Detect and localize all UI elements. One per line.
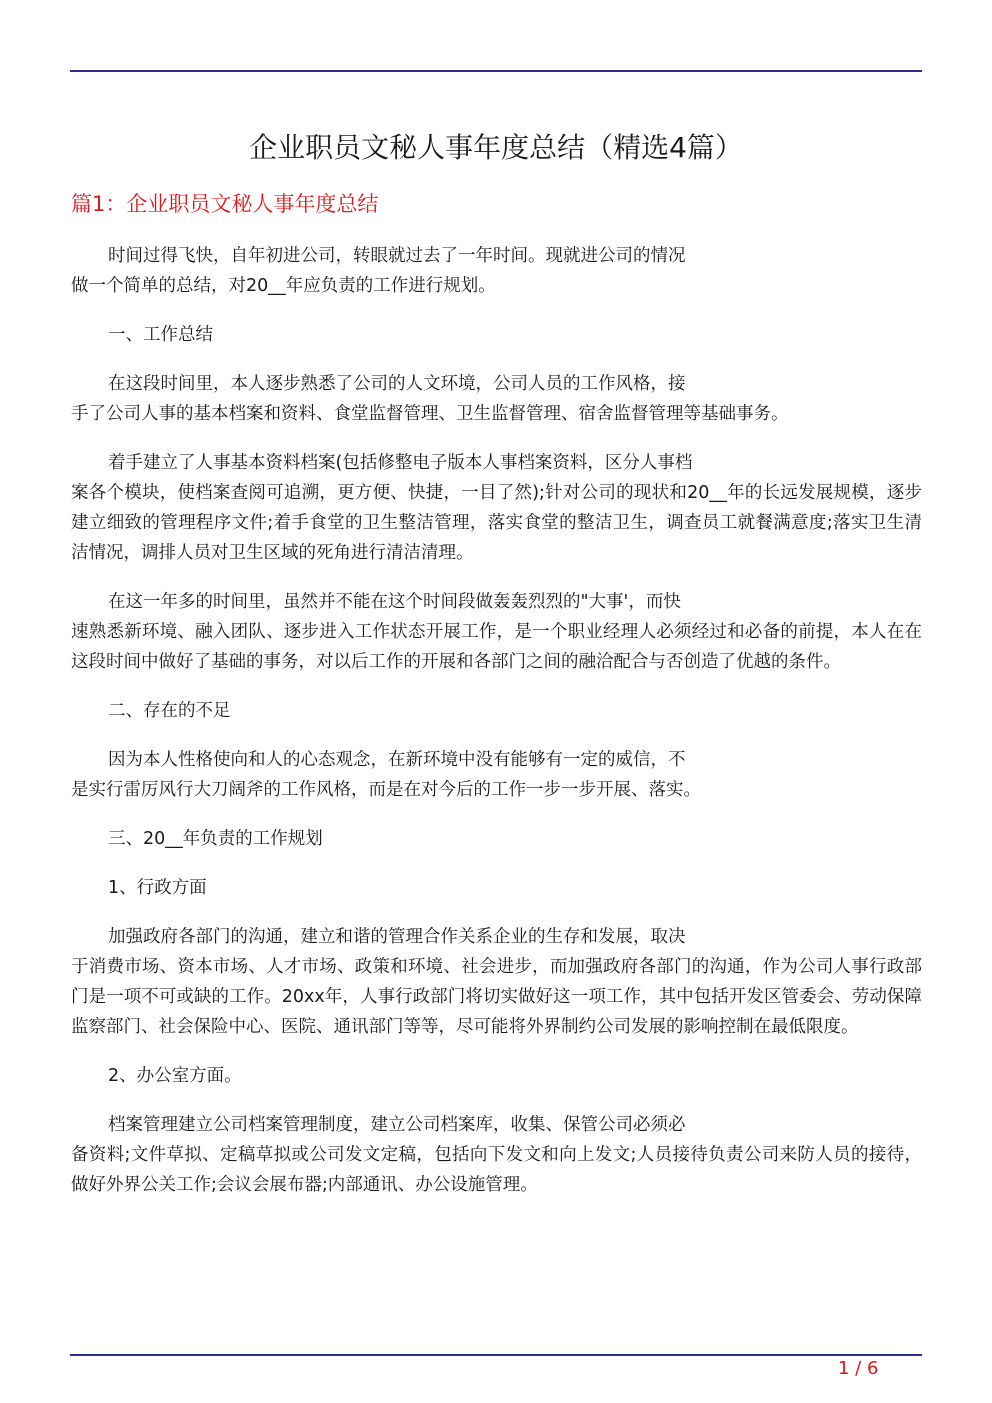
footer-rule (70, 1354, 922, 1356)
paragraph-rest: 是实行雷厉风行大刀阔斧的工作风格，而是在对今后的工作一步一步开展、落实。 (71, 780, 701, 800)
paragraph-rest: 手了公司人事的基本档案和资料、食堂监督管理、卫生监督管理、宿舍监督管理等基础事务。 (71, 404, 789, 424)
paragraph-first-line: 在这段时间里，本人逐步熟悉了公司的人文环境，公司人员的工作风格，接 (108, 374, 686, 394)
paragraph (71, 241, 922, 301)
subheading-shortcomings: 二、存在的不足 (108, 701, 231, 721)
section-heading: 篇1：企业职员文秘人事年度总结 (71, 192, 379, 216)
page-number: 1 / 6 (838, 1358, 879, 1379)
paragraph-rest: 速熟悉新环境、融入团队、逐步进入工作状态开展工作，是一个职业经理人必须经过和必备的前提，本人在在这段时间中做好了基础的事务，对以后工作的开展和各部门之间的融洽配合与否创造了优越的条件。 (71, 622, 922, 672)
paragraph-first-line: 着手建立了人事基本资料档案(包括修整电子版本人事档案资料，区分人事档 (108, 453, 693, 473)
paragraph (71, 587, 922, 677)
paragraph-first-line: 档案管理建立公司档案管理制度，建立公司档案库，收集、保管公司必须必 (108, 1115, 686, 1135)
document-title: 企业职员文秘人事年度总结（精选4篇） (249, 131, 743, 164)
paragraph (71, 922, 922, 1042)
header-rule (70, 70, 922, 72)
document-body (71, 241, 922, 1219)
subheading-administration: 1、行政方面 (108, 878, 207, 898)
subheading-work-plan: 三、20__年负责的工作规划 (108, 829, 323, 849)
paragraph (71, 745, 922, 805)
paragraph-first-line: 在这一年多的时间里，虽然并不能在这个时间段做轰轰烈烈的"大事'，而快 (108, 592, 681, 612)
subheading-office: 2、办公室方面。 (108, 1066, 242, 1086)
paragraph (71, 1110, 922, 1200)
paragraph-rest: 做一个简单的总结，对20__年应负责的工作进行规划。 (71, 276, 496, 296)
paragraph-rest: 于消费市场、资本市场、人才市场、政策和环境、社会进步，而加强政府各部门的沟通，作为公司人事行政部门是一项不可或缺的工作。20xx年，人事行政部门将切实做好这一项工作，其中包括开发区管委会、劳动保障监察部门、社会保险中心、医院、通讯部门等等，尽可能将外界制约公司发展的影响控制在最低限度。 (71, 957, 922, 1037)
paragraph-first-line: 时间过得飞快，自年初进公司，转眼就过去了一年时间。现就进公司的情况 (108, 246, 686, 266)
paragraph-rest: 案各个模块，使档案查阅可追溯，更方便、快捷，一目了然);针对公司的现状和20__年的长远发展规模，逐步建立细致的管理程序文件;着手食堂的卫生整洁管理，落实食堂的整洁卫生，调查员工就餐满意度;落实卫生清洁情况，调排人员对卫生区域的死角进行清洁清理。 (71, 483, 922, 563)
paragraph-rest: 备资料;文件草拟、定稿草拟或公司发文定稿，包括向下发文和向上发文;人员接待负责公司来防人员的接待，做好外界公关工作;会议会展布器;内部通讯、办公设施管理。 (71, 1145, 922, 1195)
paragraph-first-line: 因为本人性格使向和人的心态观念，在新环境中没有能够有一定的威信，不 (108, 750, 686, 770)
paragraph-first-line: 加强政府各部门的沟通，建立和谐的管理合作关系企业的生存和发展，取决 (108, 927, 686, 947)
subheading-work-summary: 一、工作总结 (108, 325, 213, 345)
paragraph (71, 369, 922, 429)
paragraph (71, 448, 922, 568)
